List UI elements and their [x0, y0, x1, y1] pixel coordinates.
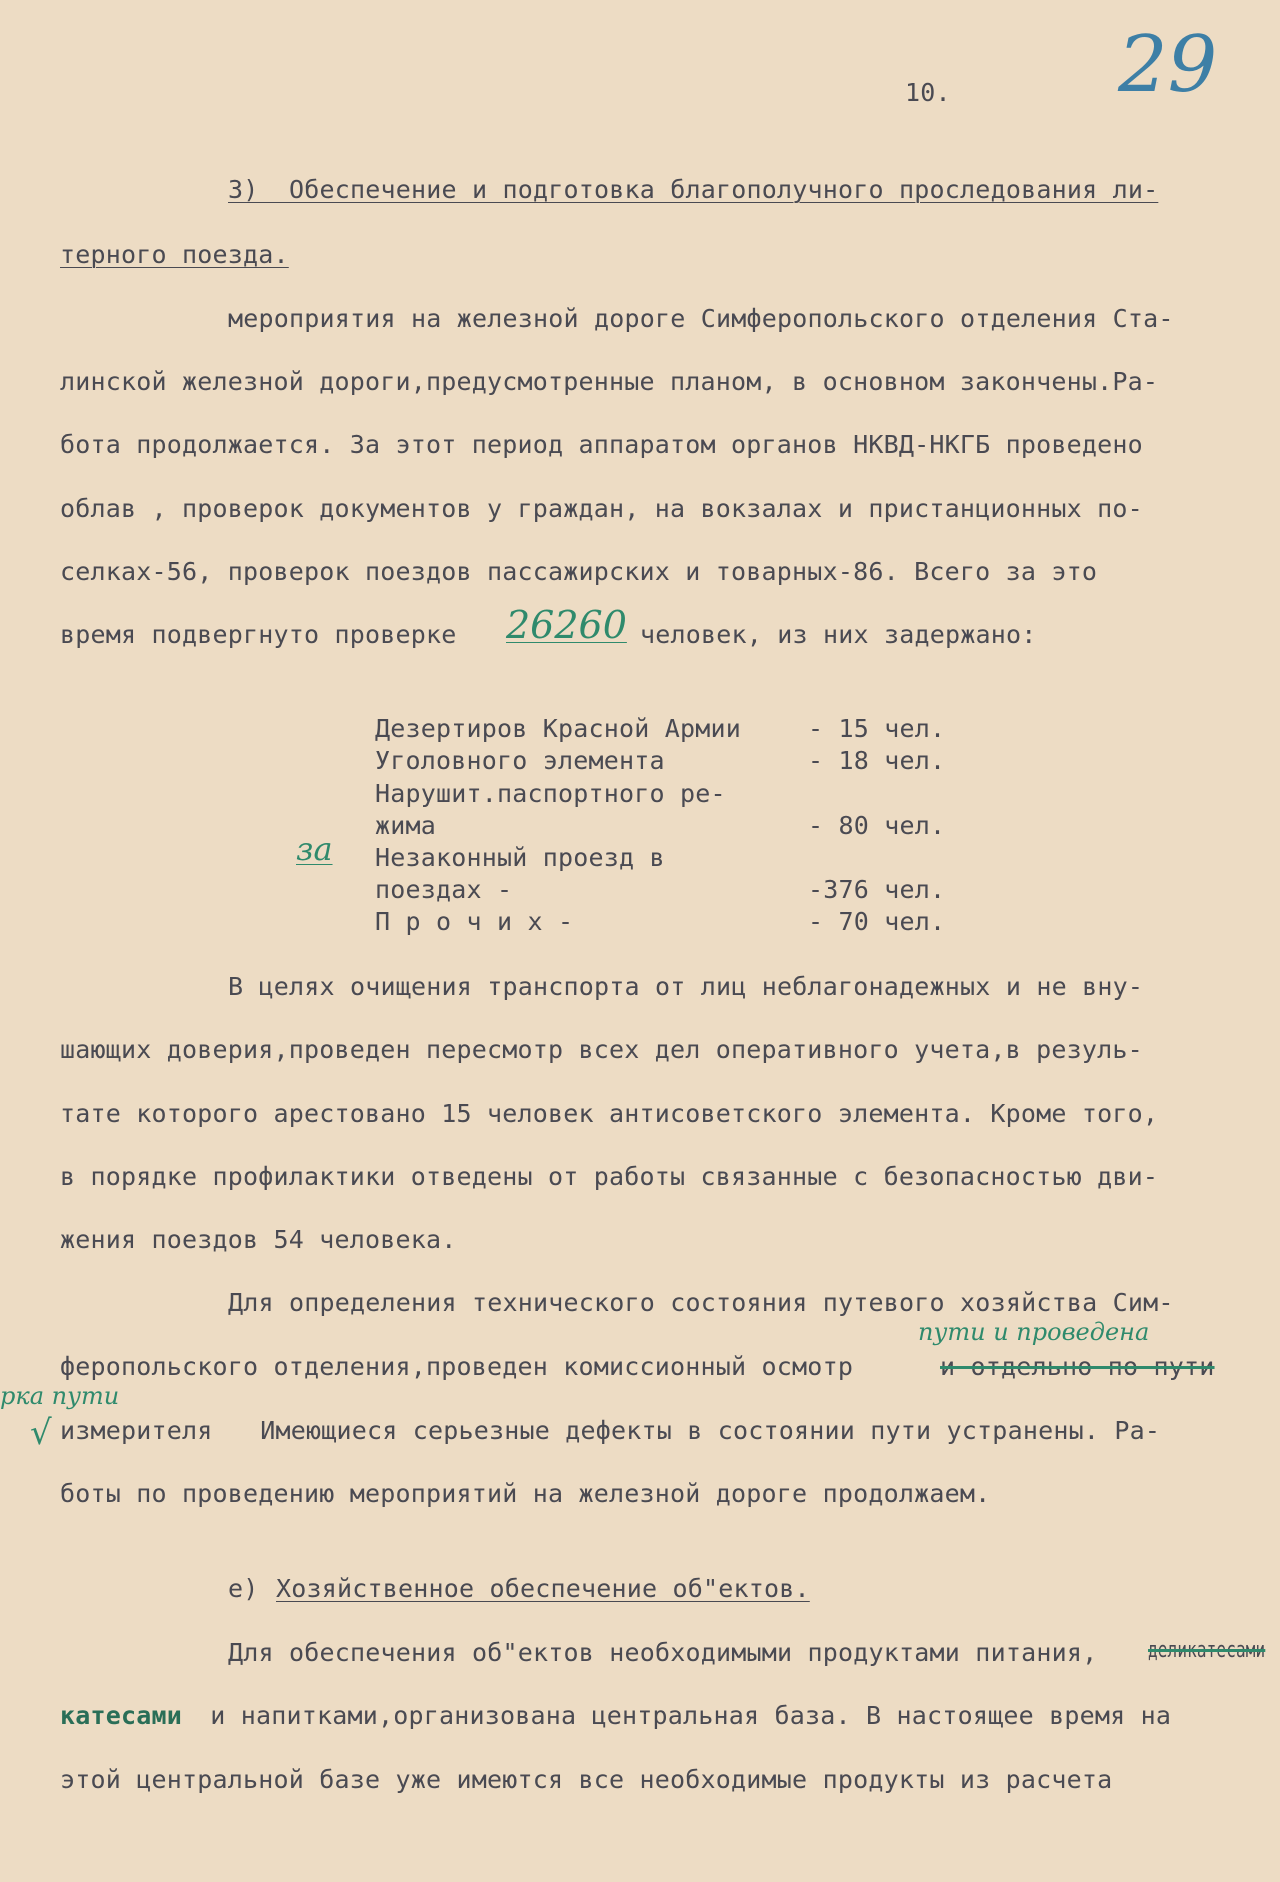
para3-line2-a: феропольского отделения,проведен комиссионный осмотр — [60, 1352, 854, 1381]
para1-last-after: человек, из них задержано: — [640, 620, 1037, 649]
insertion-check-mark: √ — [30, 1413, 52, 1453]
section-z-heading-line1: 3) Обеспечение и подготовка благополучного проследования ли- — [228, 175, 1159, 204]
para3-line3-b: Имеющиеся серьезные дефекты в состоянии пути устранены. Ра- — [245, 1416, 1161, 1445]
para3-margin-note: рка пути — [0, 1382, 120, 1410]
para2-line: шающих доверия,проведен пересмотр всех дел оперативного учета,в резуль- — [60, 1035, 1143, 1064]
section-e-line1-a: Для обеспечения об"ектов необходимыми продуктами питания, — [228, 1638, 1098, 1667]
detained-value: - 70 чел. — [808, 907, 946, 936]
section-e-line3: этой центральной базе уже имеются все необходимые продукты из расчета — [60, 1765, 1113, 1794]
detained-value: - 18 чел. — [808, 746, 946, 775]
section-z-heading-line2: терного поезда. — [60, 240, 289, 269]
detained-label: Дезертиров Красной Армии — [375, 714, 742, 743]
para1-line: линской железной дороги,предусмотренные планом, в основном закончены.Ра- — [60, 367, 1159, 396]
para1-line: мероприятия на железной дороге Симферопольского отделения Ста- — [228, 304, 1174, 333]
section-e-heading-text: Хозяйственное обеспечение об"ектов. — [276, 1574, 810, 1603]
para1-line: бота продолжается. За этот период аппаратом органов НКВД-НКГБ проведено — [60, 430, 1143, 459]
section-e-heading-num: е) — [228, 1574, 259, 1603]
page-number: 10. — [905, 78, 951, 107]
para3-insert-above: пути и проведена — [918, 1318, 1150, 1346]
para2-line: тате которого арестовано 15 человек антисоветского элемента. Кроме того, — [60, 1099, 1159, 1128]
detained-label: Уголовного элемента — [375, 746, 665, 775]
para3-line2-struck: и отдельно по пути — [940, 1352, 1215, 1381]
para2-line: В целях очищения транспорта от лиц неблагонадежных и не вну- — [228, 972, 1144, 1001]
detained-value: -376 чел. — [808, 875, 946, 904]
detained-value: - 80 чел. — [808, 811, 946, 840]
detained-label: Незаконный проезд в — [375, 843, 665, 872]
detained-label: жима — [375, 811, 437, 840]
margin-note-za: за — [296, 830, 333, 868]
para3-line1: Для определения технического состояния путевого хозяйства Сим- — [228, 1288, 1174, 1317]
para1-line: облав , проверок документов у граждан, на вокзалах и пристанционных по- — [60, 494, 1143, 523]
section-e-line2-rest: и напитками,организована центральная база. В настоящее время на — [195, 1701, 1172, 1730]
para3-line3-a: измерителя — [60, 1416, 213, 1445]
para1-last-before: время подвергнуто проверке — [60, 620, 457, 649]
para1-line: селках-56, проверок поездов пассажирских и товарных-86. Всего за это — [60, 557, 1098, 586]
detained-value: - 15 чел. — [808, 714, 946, 743]
archive-folio-number: 29 — [1118, 20, 1218, 110]
handwritten-count: 26260 — [506, 603, 627, 647]
para2-line: жения поездов 54 человека. — [60, 1225, 457, 1254]
section-e-line1-struck: деликатесами — [1148, 1638, 1266, 1663]
para3-line4: боты по проведению мероприятий на железной дороге продолжаем. — [60, 1479, 991, 1508]
section-e-line2-struck: катесами — [60, 1701, 183, 1730]
detained-label: Нарушит.паспортного ре- — [375, 779, 726, 808]
para2-line: в порядке профилактики отведены от работы связанные с безопасностью дви- — [60, 1162, 1159, 1191]
detained-label: П р о ч и х - — [375, 907, 574, 936]
detained-label: поездах - — [375, 875, 513, 904]
